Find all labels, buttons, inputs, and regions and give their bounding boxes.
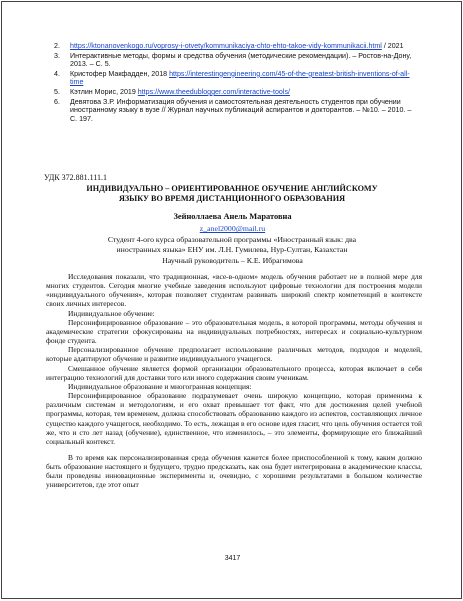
author-email-link[interactable]: z_anel2000@mail.ru [199,224,266,233]
body-paragraph: Исследования показали, что традиционная, «все-в-одном» модель обучения работает не в полной мере для многих студентов. Сегодня многие учебные заведения используют цифровые технологии для построения модели «индивидуального обучения», которая позволяет студентам развивать широкий спектр компетенций в контексте своих личных интересов. [46,272,422,309]
reference-item [54,42,414,51]
body-paragraph: Персонифицированное образование – это образовательная модель, в которой программы, методы обучения и академические стратегии сфокусированы на индивидуальных потребностях, интересах и социально-культурном фонде студента. [46,317,422,346]
reference-text: Девятова З.Р. Информатизация обучения и самостоятельная деятельность студентов при обучении иностранному языку в вузе // Журнал научных публикаций аспирантов и докторантов. – №10. – 2010. – С. 197. [70,97,412,123]
body-paragraph: Персонализированное обучение предполагает использование различных методов, подходов и моделей, которые адаптируют обучение и развитие индивидуального учащегося. [46,345,422,364]
reference-text [70,42,414,51]
reference-number: 2. [54,42,60,50]
reference-link[interactable]: https://interestingengineering.com/45-of-the-greatest-british-inventions-of-all-time [70,69,410,87]
body-paragraph: Индивидуальное образование и многогранная концепция: [68,381,252,391]
article-title: ИНДИВИДУАЛЬНО – ОРИЕНТИРОВАННОЕ ОБУЧЕНИЕ АНГЛИЙСКОМУ ЯЗЫКУ ВО ВРЕМЯ ДИСТАНЦИОННОГО ОБРАЗОВАНИЯ [86,184,378,203]
reference-author: Кэтлин Морис, 2019 [70,87,138,96]
body-paragraph: Индивидуальное обучение: [68,308,155,318]
reference-list [54,42,414,124]
page-number: 3417 [224,555,241,562]
reference-item [54,88,414,97]
body-paragraph: Персонифицированное образование подразумевает очень широкую концепцию, которая применима к различным системам и методологиям, и его охват превышает тот факт, что для достижения целей учебной программы, которая, тем временем, должна способствовать образованию каждого из аспектов, составляющих личное существо каждого учащегося, необходимо. То есть, лежащая в его основе идея гласит, что цель обучения остается той же, что и сто лет назад (обучение), единственное, что изменилось, – это элементы, формирующие его ближайший социальный контекст. [46,391,422,446]
supervisor-line: Научный руководитель – К.Е. Ибрагимова [162,256,303,265]
reference-author: Кристофер Макфадден, 2018 [70,69,170,78]
article-body [46,272,422,490]
reference-link[interactable]: https://ktonanovenkogo.ru/voprosy-i-otvety/kommunikaciya-chto-ehto-takoe-vidy-kommunikacii.html [70,42,382,50]
reference-item [54,70,414,87]
reference-link[interactable]: https://www.theedublogger.com/interactive-tools/ [137,87,290,96]
body-paragraph: Смешанное обучение является формой организации образовательного процесса, которая включает в себя интеграцию технологий для доставки того или иного содержания своим ученикам. [46,363,422,382]
reference-item [54,52,414,69]
document-page [1,1,462,599]
reference-number: 4. [54,69,60,78]
body-paragraph: В то время как персонализированная среда обучения кажется более приспособленной к тому, каким должно быть образование настоящего и будущего, трудно предсказать, как она будет интегрирована в академические классы, были проведены инновационные эксперименты и, очевидно, с хорошими результатами в большом количестве университетов, где этот опыт [46,452,422,490]
reference-item [54,98,414,124]
reference-text [70,88,414,97]
udk-code: УДК 372.881.111.1 [44,173,108,182]
reference-number: 3. [54,51,60,60]
reference-number: 5. [54,87,60,96]
reference-suffix: / 2021 [381,42,404,50]
reference-text: Интерактивные методы, формы и средства обучения (методические рекомендации). – Ростов-на-Дону, 2013. – С. 5. [70,51,412,69]
author-name: Зейноллаева Анель Маратовна [173,212,292,221]
reference-number: 6. [54,97,60,106]
reference-text [70,70,414,87]
author-email-line [2,224,463,233]
author-affiliation: Студент 4-ого курса образовательной программы «Иностранный язык: два иностранных языка» ЕНУ им. Л.Н. Гумилева, Нур-Султан, Казахстан [107,235,357,254]
